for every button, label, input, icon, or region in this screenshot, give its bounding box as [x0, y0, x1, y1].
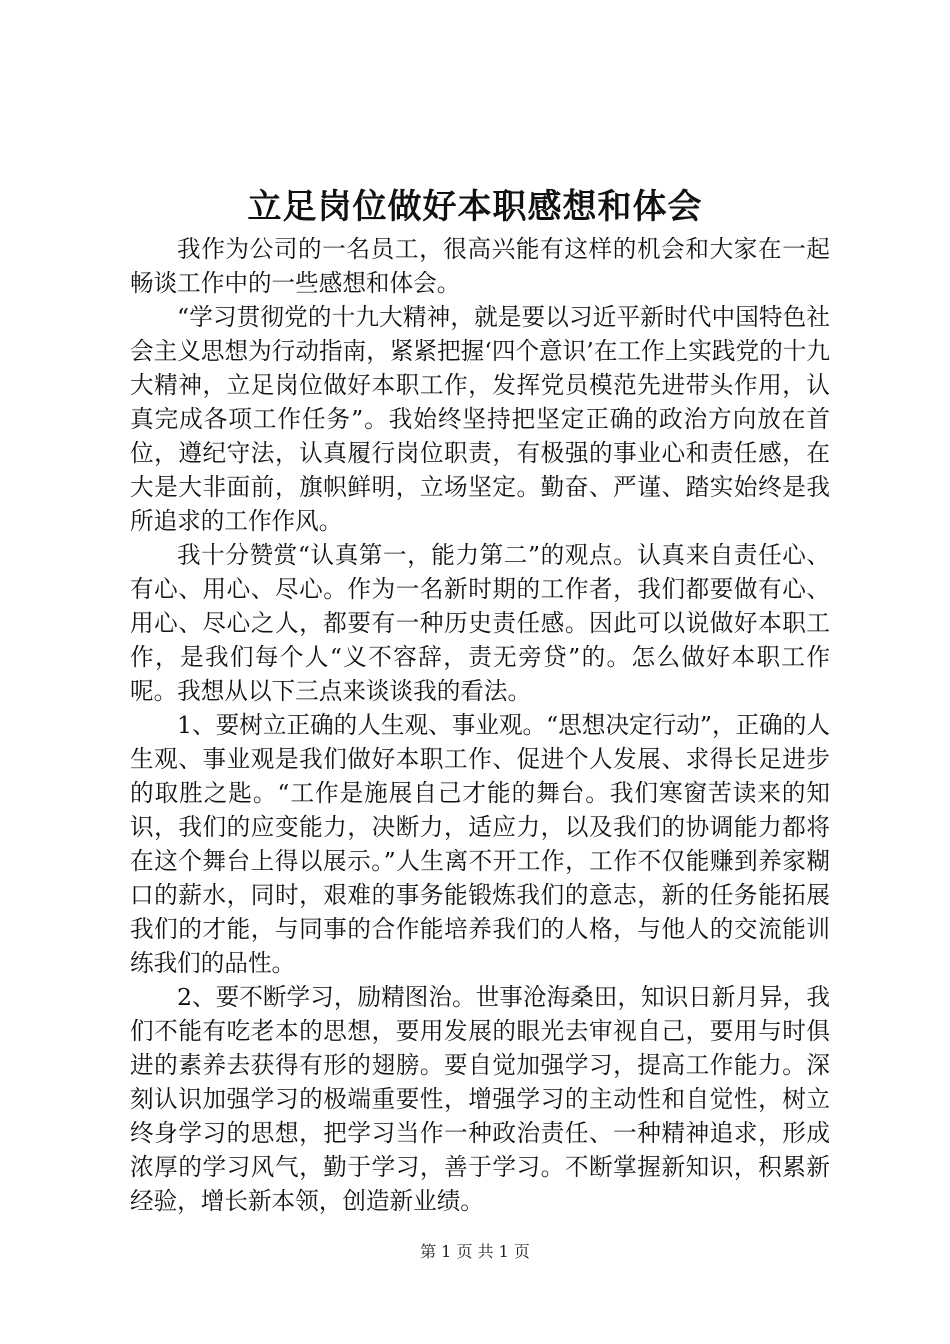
- document-title: 立足岗位做好本职感想和体会: [247, 187, 703, 227]
- document-body: [130, 232, 830, 1218]
- paragraph-nineteenth-congress: “学习贯彻党的十九大精神，就是要以习近平新时代中国特色社会主义思想为行动指南，紧紧把握‘四个意识’在工作上实践党的十九大精神，立足岗位做好本职工作，发挥党员模范先进带头作用，认真完成各项工作任务”。我始终坚持把坚定正确的政治方向放在首位，遵纪守法，认真履行岗位职责，有极强的事业心和责任感，在大是大非面前，旗帜鲜明，立场坚定。勤奋、严谨、踏实始终是我所追求的工作作风。: [130, 303, 830, 535]
- paragraph-intro: 我作为公司的一名员工，很高兴能有这样的机会和大家在一起畅谈工作中的一些感想和体会。: [130, 235, 830, 297]
- paragraph-point-1: 1、要树立正确的人生观、事业观。“思想决定行动”，正确的人生观、事业观是我们做好本职工作、促进个人发展、求得长足进步的取胜之匙。“工作是施展自己才能的舞台。我们寒窗苦读来的知识，我们的应变能力，决断力，适应力，以及我们的协调能力都将在这个舞台上得以展示。”人生离不开工作，工作不仅能赚到养家糊口的薪水，同时，艰难的事务能锻炼我们的意志，新的任务能拓展我们的才能，与同事的合作能培养我们的人格，与他人的交流能训练我们的品性。: [130, 711, 830, 977]
- paragraph-point-2: 2、要不断学习，励精图治。世事沧海桑田，知识日新月异，我们不能有吃老本的思想，要用发展的眼光去审视自己，要用与时俱进的素养去获得有形的翅膀。要自觉加强学习，提高工作能力。深刻认识加强学习的极端重要性，增强学习的主动性和自觉性，树立终身学习的思想，把学习当作一种政治责任、一种精神追求，形成浓厚的学习风气，勤于学习，善于学习。不断掌握新知识，积累新经验，增长新本领，创造新业绩。: [130, 983, 830, 1215]
- paragraph-seriousness: 我十分赞赏“认真第一，能力第二”的观点。认真来自责任心、有心、用心、尽心。作为一名新时期的工作者，我们都要做有心、用心、尽心之人，都要有一种历史责任感。因此可以说做好本职工作，是我们每个人“义不容辞，责无旁贷”的。怎么做好本职工作呢。我想从以下三点来谈谈我的看法。: [130, 541, 830, 705]
- page-footer: 第 1 页 共 1 页: [420, 1242, 530, 1261]
